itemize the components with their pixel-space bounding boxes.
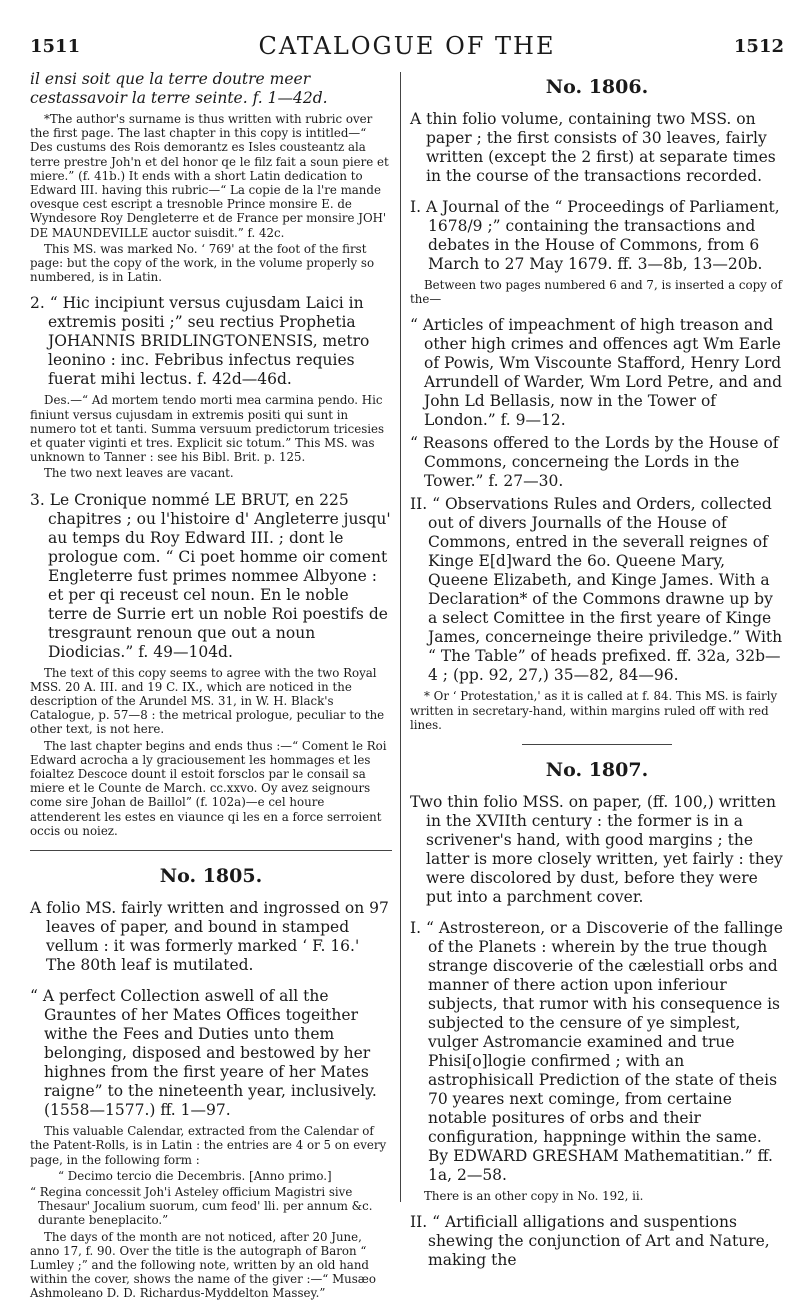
entry-quote: “ Articles of impeachment of high treason and other high crimes and offences agt Wm Earle of Powis, Wm Viscounte Stafford, Henry Lord Arrundell of Warder, Wm Lord Petre, and and John Ld Bellasis, now in the Tower of London.” f. 9—12. (410, 316, 783, 430)
entry-note: This valuable Calendar, extracted from the Calendar of the Patent-Rolls, is in Latin : the entries are 4 or 5 on every page, in the following form : (30, 1124, 387, 1167)
entry-item: II. “ Artificiall alligations and suspentions shewing the conjunction of Art and Nature, making the (410, 1213, 770, 1270)
entry-quote: “ Reasons offered to the Lords by the House of Commons, concerneing the Lords in the Tower.” f. 27—30. (410, 434, 779, 491)
spacer (410, 911, 784, 919)
entry-item: 3. Le Cronique nommé LE BRUT, en 225 chapitres ; ou l'histoire d' Angleterre jusqu' au temps du Roy Edward III. ; dont le prologue com. “ Ci poet homme oir coment Engleterre fust primes nommee Albyone : et per qi receust cel noun. En le noble terre de Surrie ert un noble Roi poestifs de tresgraunt renoun que out a noun Diodicias.” f. 49—104d. (30, 490, 391, 661)
entry-item: II. “ Observations Rules and Orders, collected out of divers Journalls of the House of Commons, entred in the severall reignes of Kinge E[d]ward the 6o. Queene Mary, Queene Elizabeth, and Kinge James. With a Declaration* of the Commons drawne up by a select Comittee in the first yeare of Kinge James, concerneinge theire priviledge.” With “ The Table” of heads prefixed. ff. 32a, 32b—4 ; (pp. 92, 27,) 35—82, 84—96. (410, 495, 783, 685)
entry-note: *The author's surname is thus written with rubric over the first page. The last chapter in this copy is intitled—“ Des custums des Rois demorantz es Isles cousteantz ala terre prestre Joh'n et del honor qe le filz fait a soun piere et miere.” (f. 41b.) It ends with a short Latin dedication to Edward III. having this rubric—“ La copie de la l're mande ovesque cest escript a tresnoble Prince monsire E. de Wyndesore Roy Dengleterre et de France per monsire JOH' DE MAUNDEVILLE auctor suisdit.” f. 42c. (30, 112, 389, 240)
section-intro: A thin folio volume, containing two MSS. on paper ; the first consists of 30 leaves, fairly written (except the 2 first) at separate times in the course of the transactions recorded. (410, 110, 776, 185)
spacer (30, 483, 392, 491)
entry-note: Between two pages numbered 6 and 7, is inserted a copy of the— (410, 278, 783, 307)
section-heading: No. 1806. (545, 76, 649, 98)
entry-note: “ Regina concessit Joh'i Asteley officium Magistri sive Thesaur' Jocalium suorum, cum feod' lli. per annum &c. durante beneplacito.” (30, 1184, 373, 1228)
entry-note: The days of the month are not noticed, after 20 June, anno 17, f. 90. Over the title is the autograph of Baron “ Lumley ;” and the following note, written by an old hand within the cover, shows the name of the giver :—“ Musæo Ashmoleano D. D. Richardus-Myddelton Massey.” (30, 1229, 376, 1301)
section-separator (30, 850, 392, 851)
entry-note: The last chapter begins and ends thus :—“ Coment le Roi Edward acrocha a ly graciousement les hommages et les foialtez Descoce dount il estoit forsclos par le consail sa miere et le Counte de March. cc.xxvo. Oy avez seignours come sire Johan de Baillol” (f. 102a)—e cel houre attenderent les estes en viaunce qi les en a force serroient occis ou noiez. (30, 738, 387, 838)
entry-note: Des.—“ Ad mortem tendo morti mea carmina pendo. Hic finiunt versus cujusdam in extremis positi qui sunt in numero tot et tanti. Summa versuum predictorum tricesies et quater viginti et tres. Explicit sic totum.” This MS. was unknown to Tanner : see his Bibl. Brit. p. 125. (30, 393, 385, 465)
spacer (410, 1205, 784, 1213)
section-separator (522, 744, 672, 745)
entry-note: This MS. was marked No. ‘ 769' at the foot of the first page: but the copy of the work, in the volume properly so numbered, is in Latin. (30, 241, 375, 285)
page-header (30, 30, 784, 64)
page-number-right: 1512 (733, 36, 784, 57)
column-divider (400, 72, 401, 1202)
spacer (30, 979, 392, 987)
entry-note: The text of this copy seems to agree with the two Royal MSS. 20 A. III. and 19 C. IX., which are noticed in the description of the Arundel MS. 31, in W. H. Black's Catalogue, p. 57—8 : the metrical prologue, peculiar to the other text, is not here. (30, 665, 385, 737)
entry-item: I. A Journal of the “ Proceedings of Parliament, 1678/9 ;” containing the transactions and debates in the House of Commons, from 6 March to 27 May 1679. ff. 3—8b, 13—20b. (410, 198, 780, 273)
spacer (30, 286, 392, 294)
page-number-left: 1511 (30, 36, 81, 57)
entry-note: “ Decimo tercio die Decembris. [Anno primo.] (58, 1168, 332, 1183)
entry-note: The two next leaves are vacant. (44, 466, 234, 481)
running-title: CATALOGUE OF THE (258, 32, 556, 60)
entry-item: 2. “ Hic incipiunt versus cujusdam Laici in extremis positi ;” seu rectius Prophetia JOHANNIS BRIDLINGTONENSIS, metro leonino : inc. Febribus infectus requies fuerat mihi lectus. f. 42d—46d. (30, 294, 370, 389)
section-intro: A folio MS. fairly written and ingrossed on 97 leaves of paper, and bound in stamped vellum : it was formerly marked ‘ F. 16.' The 80th leaf is mutilated. (30, 899, 389, 975)
spacer (410, 308, 784, 316)
entry-text: il ensi soit que la terre doutre meer cestassavoir la terre seinte. f. 1—42d. (30, 70, 328, 107)
section-intro: Two thin folio MSS. on paper, (ff. 100,) written in the XVIIth century : the former is in a scrivener's hand, with good margins ; the latter is more closely written, yet fairly : they were discolored by dust, before they were put into a parchment cover. (410, 793, 783, 907)
spacer (410, 190, 784, 198)
right-column (410, 70, 784, 1270)
entry-item: I. “ Astrostereon, or a Discoverie of the fallinge of the Planets : wherein by the true though strange discoverie of the cælestiall orbs and manner of there action upon inferiour subjects, that rumor with his consequence is subjected to the censure of ye simplest, vulger Astromancie examined and true Phisi[o]logie confirmed ; with an astrophisicall Prediction of the state of theis 70 yeares next cominge, from certaine notable positures of orbs and their configuration, happninge within the same. By EDWARD GRESHAM Mathematitian.” ff. 1a, 2—58. (410, 919, 783, 1185)
section-heading: No. 1805. (159, 865, 263, 888)
section-heading: No. 1807. (545, 759, 649, 782)
entry-item: “ A perfect Collection aswell of all the Grauntes of her Mates Offices togeither withe the Fees and Duties unto them belonging, disposed and bestowed by her highnes from the first yeare of her Mates raigne” to the nineteenth year, inclusively. (1558—1577.) ff. 1—97. (30, 987, 377, 1120)
left-column (30, 70, 392, 1301)
entry-note: * Or ‘ Protestation,' as it is called at f. 84. This MS. is fairly written in secretary-hand, within margins ruled off with red lines. (410, 689, 778, 732)
entry-note: There is an other copy in No. 192, ii. (424, 1189, 644, 1204)
